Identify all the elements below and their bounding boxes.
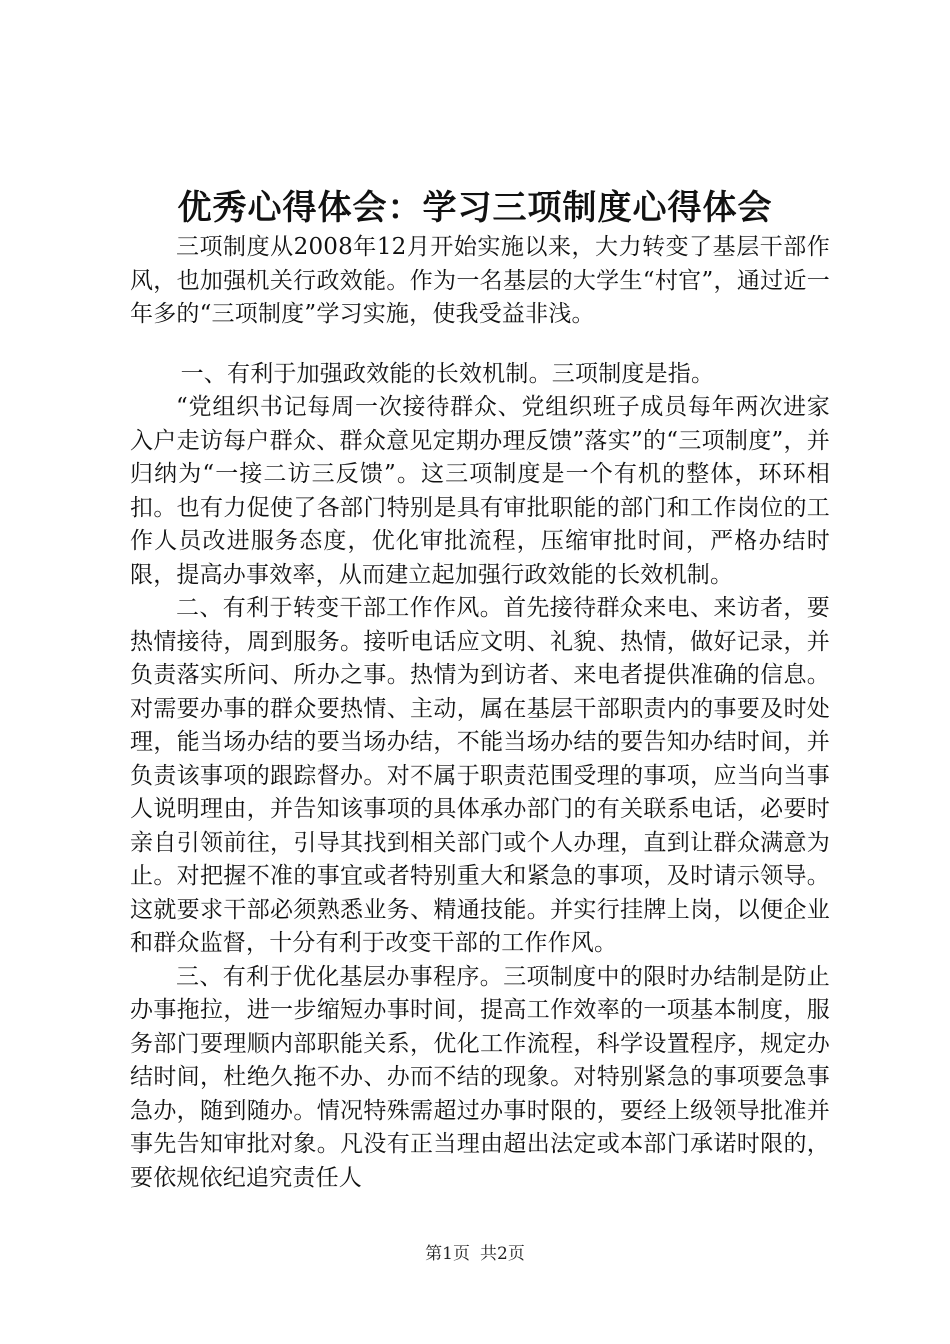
section-two-paragraph: 二、有利于转变干部工作作风。首先接待群众来电、来访者，要热情接待，周到服务。接听电话应文明、礼貌、热情，做好记录，并负责落实所问、所办之事。热情为到访者、来电者提供准确的信息。对需要办事的群众要热情、主动，属在基层干部职责内的事要及时处理，能当场办结的要当场办结，不能当场办结的要告知办结时间，并负责该事项的跟踪督办。对不属于职责范围受理的事项，应当向当事人说明理由，并告知该事项的具体承办部门的有关联系电话，必要时亲自引领前往，引导其找到相关部门或个人办理，直到让群众满意为止。对把握不准的事宜或者特别重大和紧急的事项，及时请示领导。这就要求干部必须熟悉业务、精通技能。并实行挂牌上岗，以便企业和群众监督，十分有利于改变干部的工作作风。 xyxy=(130,595,830,956)
document-title: 优秀心得体会：学习三项制度心得体会 xyxy=(177,188,773,228)
page-total: 共2页 xyxy=(480,1244,525,1264)
document-body xyxy=(130,231,830,1195)
page-number: 第1页 xyxy=(425,1244,470,1264)
section-one-paragraph: “党组织书记每周一次接待群众、党组织班子成员每年两次进家入户走访每户群众、群众意见定期办理反馈”落实”的“三项制度”，并归纳为“一接二访三反馈”。这三项制度是一个有机的整体，环环相扣。也有力促使了各部门特别是具有审批职能的部门和工作岗位的工作人员改进服务态度，优化审批流程，压缩审批时间，严格办结时限，提高办事效率，从而建立起加强行政效能的长效机制。 xyxy=(130,394,830,588)
intro-paragraph: 三项制度从2008年12月开始实施以来，大力转变了基层干部作风，也加强机关行政效能。作为一名基层的大学生“村官”，通过近一年多的“三项制度”学习实施，使我受益非浅。 xyxy=(130,234,830,327)
page-footer xyxy=(0,1242,950,1266)
section-one-heading: 一、有利于加强政效能的长效机制。三项制度是指。 xyxy=(180,360,715,387)
section-three-paragraph: 三、有利于优化基层办事程序。三项制度中的限时办结制是防止办事拖拉，进一步缩短办事时间，提高工作效率的一项基本制度，服务部门要理顺内部职能关系，优化工作流程，科学设置程序，规定办结时间，杜绝久拖不办、办而不结的现象。对特别紧急的事项要急事急办，随到随办。情况特殊需超过办事时限的，要经上级领导批准并事先告知审批对象。凡没有正当理由超出法定或本部门承诺时限的，要依规依纪追究责任人 xyxy=(130,963,830,1191)
